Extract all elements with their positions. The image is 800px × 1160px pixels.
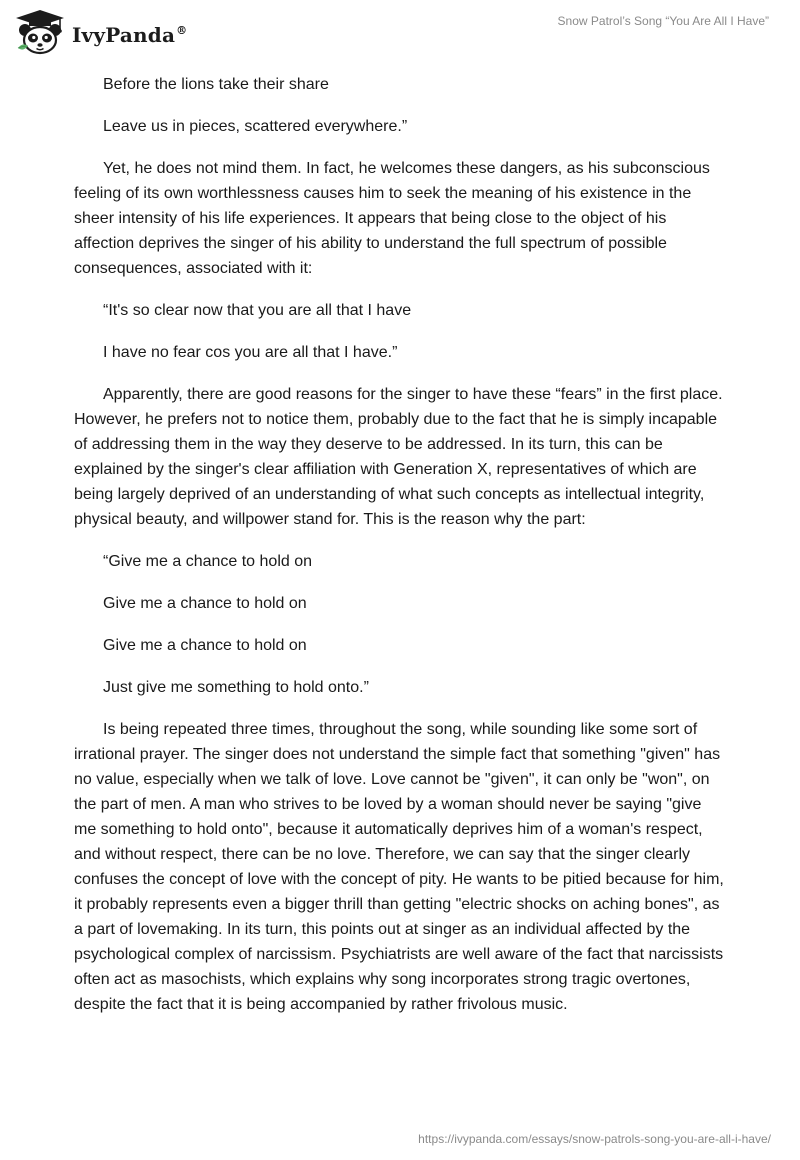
lyric-line: “Give me a chance to hold on	[103, 553, 313, 570]
panda-graduate-icon	[14, 8, 66, 56]
lyric-line: Before the lions take their share	[103, 76, 329, 93]
document-title: Snow Patrol’s Song “You Are All I Have”	[557, 14, 769, 28]
lyric-line: Give me a chance to hold on	[103, 637, 307, 654]
lyric-line: I have no fear cos you are all that I have.”	[103, 344, 398, 361]
body-paragraph: Is being repeated three times, throughout the song, while sounding like some sort of irrational prayer. The singer does not understand the simple fact that something "given" has no value, especially when we talk of love. Love cannot be "given", it can only be "won", on the part of men. A man who strives to be loved by a woman should never be saying "give me something to hold onto", because it automatically deprives him of a woman's respect, and without respect, there can be no love. Therefore, we can say that the singer clearly confuses the concept of love with the concept of pity. He wants to be pitied because for him, it probably represents even a bigger thrill than getting "electric shocks on aching bones", as a part of lovemaking. In its turn, this points out at singer as an individual affected by the psychological complex of narcissism. Psychiatrists are well aware of the fact that narcissists often act as masochists, which explains why song incorporates strong tragic overtones, despite the fact that it is being accompanied by rather frivolous music.	[74, 721, 724, 1013]
lyric-line: Leave us in pieces, scattered everywhere.”	[103, 118, 408, 135]
essay-body	[74, 72, 726, 1034]
lyric-line: “It's so clear now that you are all that I have	[103, 302, 412, 319]
body-paragraph: Yet, he does not mind them. In fact, he welcomes these dangers, as his subconscious feeling of its own worthlessness causes him to seek the meaning of his existence in the sheer intensity of his life experiences. It appears that being close to the object of his affection deprives the singer of his ability to understand the full spectrum of possible consequences, associated with it:	[74, 160, 710, 277]
source-url-link[interactable]: https://ivypanda.com/essays/snow-patrols-song-you-are-all-i-have/	[418, 1132, 771, 1146]
ivypanda-logo[interactable]	[14, 8, 187, 56]
lyric-line: Give me a chance to hold on	[103, 595, 307, 612]
registered-mark: ®	[176, 24, 188, 38]
body-paragraph: Apparently, there are good reasons for the singer to have these “fears” in the first place. However, he prefers not to notice them, probably due to the fact that he is simply incapable of addressing them in the way they deserve to be addressed. In its turn, this can be explained by the singer's clear affiliation with Generation X, representatives of which are being largely deprived of an understanding of what such concepts as intellectual integrity, physical beauty, and willpower stand for. This is the reason why the part:	[74, 386, 723, 528]
page-header	[0, 0, 800, 64]
lyric-line: Just give me something to hold onto.”	[103, 679, 369, 696]
logo-wordmark: IvyPanda®	[72, 23, 188, 47]
